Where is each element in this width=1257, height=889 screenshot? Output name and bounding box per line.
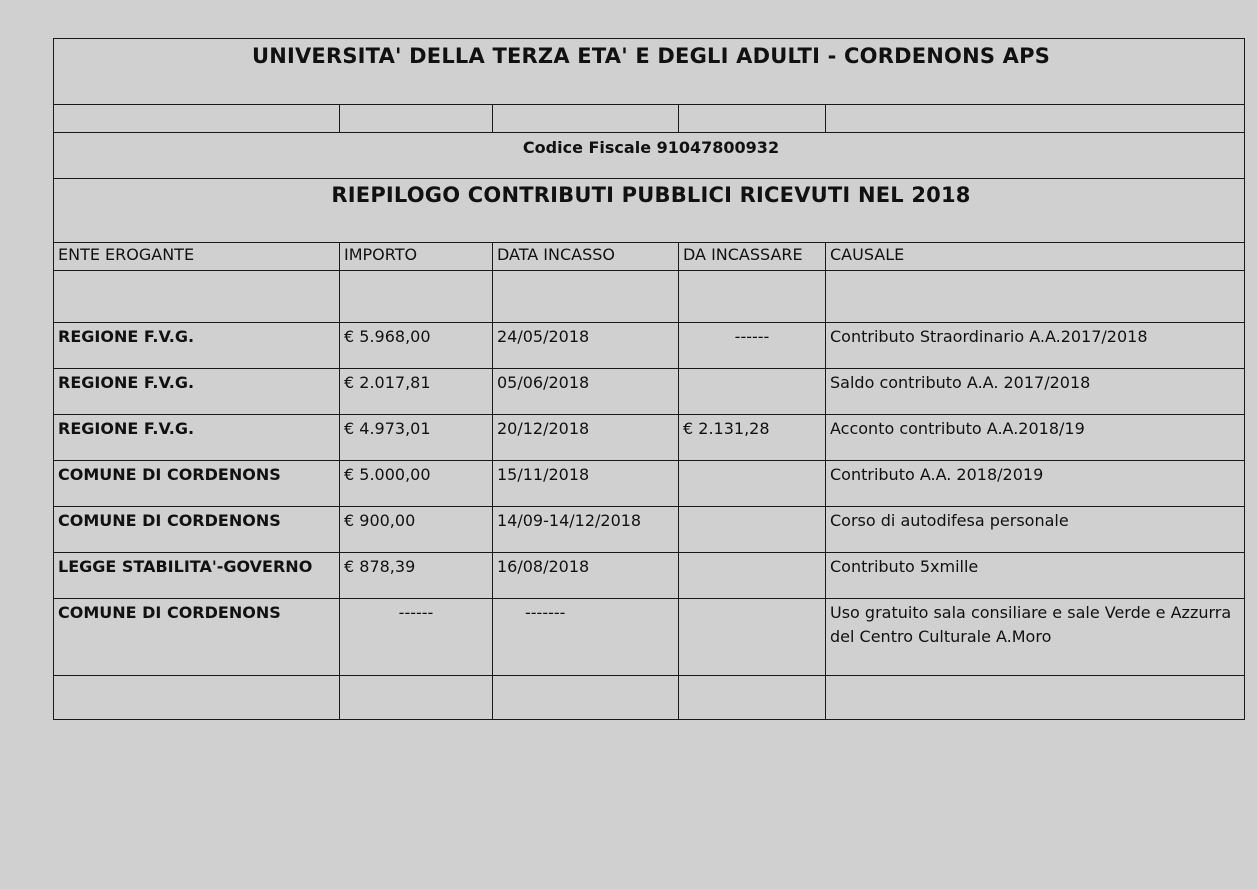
table-row <box>54 507 1245 553</box>
causale-cell: Uso gratuito sala consiliare e sale Verde e Azzurra del Centro Culturale A.Moro <box>826 599 1245 676</box>
empty-cell <box>493 676 679 720</box>
codice-fiscale-row <box>54 133 1245 179</box>
empty-cell <box>54 271 340 323</box>
data-incasso-cell: 16/08/2018 <box>493 553 679 599</box>
data-incasso-cell: 20/12/2018 <box>493 415 679 461</box>
data-incasso-cell: 24/05/2018 <box>493 323 679 369</box>
causale-cell: Saldo contributo A.A. 2017/2018 <box>826 369 1245 415</box>
da-incassare-cell <box>679 553 826 599</box>
da-incassare-cell <box>679 461 826 507</box>
spreadsheet <box>53 38 1244 720</box>
ente-cell: COMUNE DI CORDENONS <box>54 507 340 553</box>
table-row <box>54 323 1245 369</box>
empty-cell <box>826 271 1245 323</box>
empty-cell <box>679 105 826 133</box>
importo-cell: € 5.968,00 <box>340 323 493 369</box>
causale-cell: Contributo A.A. 2018/2019 <box>826 461 1245 507</box>
data-incasso-cell: 15/11/2018 <box>493 461 679 507</box>
importo-cell: € 2.017,81 <box>340 369 493 415</box>
codice-fiscale: Codice Fiscale 91047800932 <box>54 133 1245 179</box>
empty-cell <box>679 676 826 720</box>
column-header-ente: ENTE EROGANTE <box>54 243 340 271</box>
da-incassare-cell: ------ <box>679 323 826 369</box>
importo-cell: ------ <box>340 599 493 676</box>
data-incasso-cell: ------- <box>493 599 679 676</box>
table-row <box>54 461 1245 507</box>
empty-row <box>54 271 1245 323</box>
causale-cell: Contributo 5xmille <box>826 553 1245 599</box>
ente-cell: LEGGE STABILITA'-GOVERNO <box>54 553 340 599</box>
empty-cell <box>826 105 1245 133</box>
column-header-row <box>54 243 1245 271</box>
column-header-da-incassare: DA INCASSARE <box>679 243 826 271</box>
ente-cell: COMUNE DI CORDENONS <box>54 599 340 676</box>
importo-cell: € 900,00 <box>340 507 493 553</box>
empty-cell <box>54 105 340 133</box>
da-incassare-cell <box>679 507 826 553</box>
table-row <box>54 369 1245 415</box>
empty-row <box>54 676 1245 720</box>
data-incasso-cell: 14/09-14/12/2018 <box>493 507 679 553</box>
column-header-causale: CAUSALE <box>826 243 1245 271</box>
ente-cell: COMUNE DI CORDENONS <box>54 461 340 507</box>
ente-cell: REGIONE F.V.G. <box>54 323 340 369</box>
empty-cell <box>340 105 493 133</box>
da-incassare-cell <box>679 369 826 415</box>
empty-cell <box>340 271 493 323</box>
title-row <box>54 39 1245 105</box>
causale-cell: Acconto contributo A.A.2018/19 <box>826 415 1245 461</box>
empty-cell <box>493 105 679 133</box>
report-heading: RIEPILOGO CONTRIBUTI PUBBLICI RICEVUTI NEL 2018 <box>54 179 1245 243</box>
contributions-table <box>53 38 1245 720</box>
causale-cell: Contributo Straordinario A.A.2017/2018 <box>826 323 1245 369</box>
empty-cell <box>826 676 1245 720</box>
importo-cell: € 878,39 <box>340 553 493 599</box>
heading-row <box>54 179 1245 243</box>
column-header-importo: IMPORTO <box>340 243 493 271</box>
causale-cell: Corso di autodifesa personale <box>826 507 1245 553</box>
organization-title: UNIVERSITA' DELLA TERZA ETA' E DEGLI ADULTI - CORDENONS APS <box>54 39 1245 105</box>
da-incassare-cell: € 2.131,28 <box>679 415 826 461</box>
empty-cell <box>54 676 340 720</box>
table-row <box>54 415 1245 461</box>
importo-cell: € 5.000,00 <box>340 461 493 507</box>
ente-cell: REGIONE F.V.G. <box>54 415 340 461</box>
empty-cell <box>493 271 679 323</box>
empty-cell <box>340 676 493 720</box>
table-row <box>54 599 1245 676</box>
ente-cell: REGIONE F.V.G. <box>54 369 340 415</box>
data-incasso-cell: 05/06/2018 <box>493 369 679 415</box>
da-incassare-cell <box>679 599 826 676</box>
importo-cell: € 4.973,01 <box>340 415 493 461</box>
spacer-row <box>54 105 1245 133</box>
empty-cell <box>679 271 826 323</box>
column-header-data-incasso: DATA INCASSO <box>493 243 679 271</box>
table-row <box>54 553 1245 599</box>
